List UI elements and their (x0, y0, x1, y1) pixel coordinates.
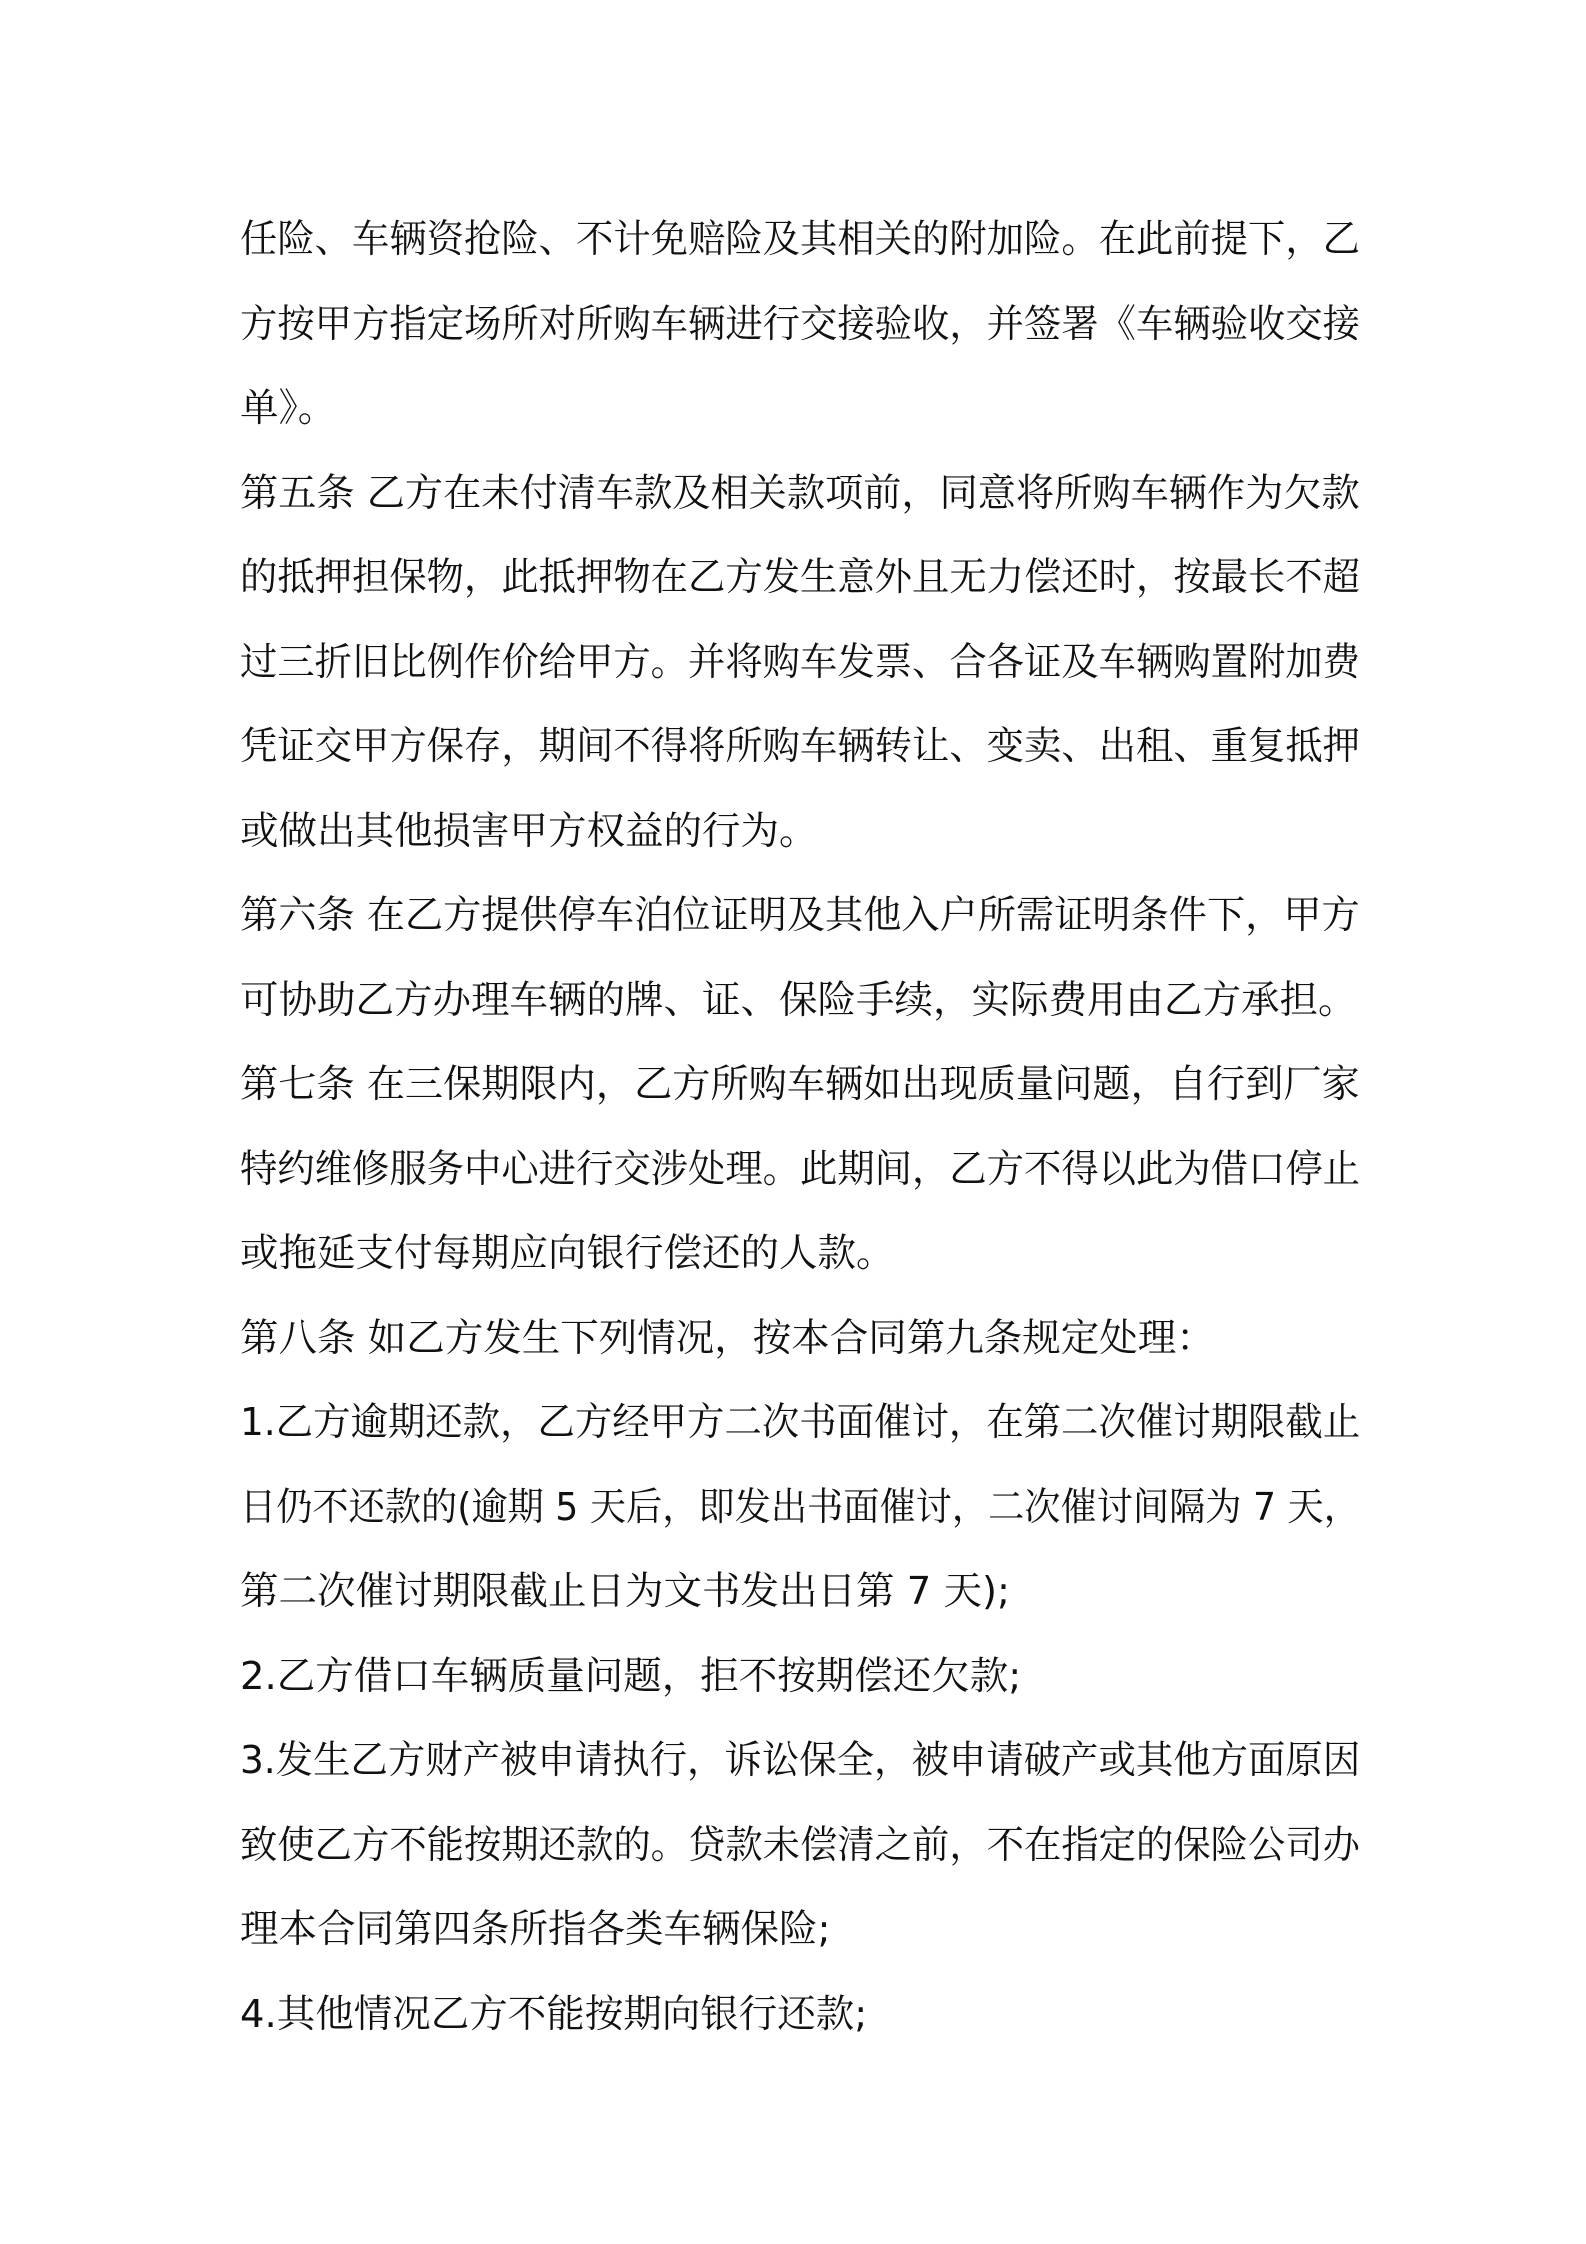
text-line: 任险、车辆资抢险、不计免赔险及其相关的附加险。在此前提下，乙 (240, 217, 1361, 262)
article-8-line: 第八条 如乙方发生下列情况，按本合同第九条规定处理： (240, 1315, 1215, 1361)
article-6-line: 第六条 在乙方提供停车泊位证明及其他入户所需证明条件下，甲方 (240, 893, 1360, 938)
text-line: 日仍不还款的(逾期 5 天后，即发出书面催讨，二次催讨间隔为 7 天， (240, 1484, 1360, 1530)
text-line: 的抵押担保物，此抵押物在乙方发生意外且无力偿还时，按最长不超 (240, 555, 1361, 600)
text-line: 单》。 (240, 386, 337, 431)
text-line: 或做出其他损害甲方权益的行为。 (240, 808, 818, 854)
article-7-line: 第七条 在三保期限内，乙方所购车辆如出现质量问题，自行到厂家 (240, 1062, 1360, 1107)
text-line: 理本合同第四条所指各类车辆保险; (240, 1907, 831, 1952)
text-line: 或拖延支付每期应向银行偿还的人款。 (240, 1231, 895, 1276)
text-line: 第二次催讨期限截止日为文书发出日第 7 天); (240, 1569, 1010, 1614)
list-item-3-line: 3.发生乙方财产被申请执行，诉讼保全，被申请破产或其他方面原因 (240, 1738, 1361, 1783)
document-body (240, 198, 1360, 2057)
list-item-1-line: 1.乙方逾期还款，乙方经甲方二次书面催讨，在第二次催讨期限截止 (240, 1400, 1361, 1445)
list-item-2-line: 2.乙方借口车辆质量问题，拒不按期偿还欠款; (240, 1653, 1022, 1699)
text-line: 特约维修服务中心进行交涉处理。此期间，乙方不得以此为借口停止 (240, 1146, 1361, 1192)
text-line: 方按甲方指定场所对所购车辆进行交接验收，并签署《车辆验收交接 (240, 301, 1361, 347)
article-5-line: 第五条 乙方在未付清车款及相关款项前，同意将所购车辆作为欠款 (240, 470, 1360, 516)
text-line: 致使乙方不能按期还款的。贷款未偿清之前，不在指定的保险公司办 (240, 1822, 1361, 1868)
text-line: 凭证交甲方保存，期间不得将所购车辆转让、变卖、出租、重复抵押 (240, 724, 1361, 769)
list-item-4-line: 4.其他情况乙方不能按期向银行还款; (240, 1991, 868, 2037)
text-line: 过三折旧比例作价给甲方。并将购车发票、合各证及车辆购置附加费 (240, 639, 1361, 685)
text-line: 可协助乙方办理车辆的牌、证、保险手续，实际费用由乙方承担。 (240, 977, 1357, 1023)
